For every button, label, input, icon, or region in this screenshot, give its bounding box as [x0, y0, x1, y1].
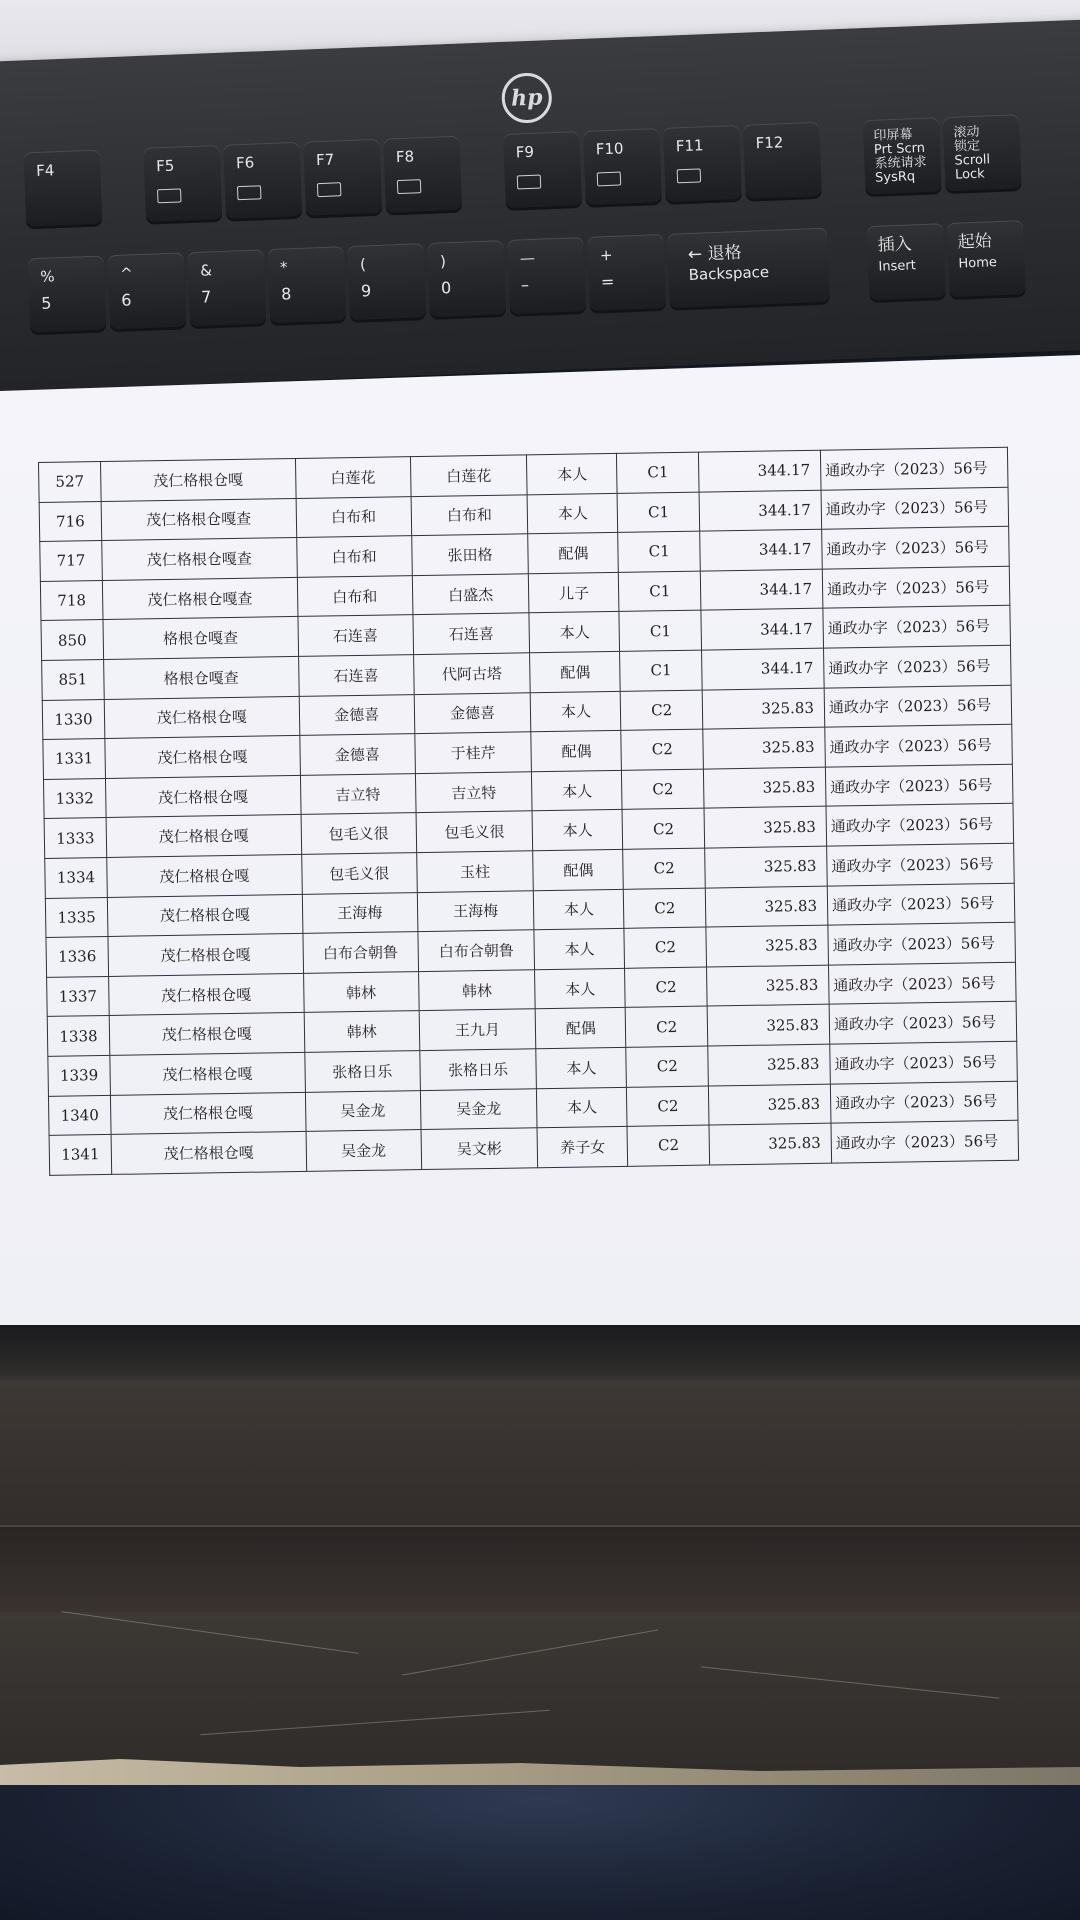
cell-member-name: 于桂芹	[414, 732, 531, 773]
cell-amount: 325.83	[709, 1084, 831, 1126]
cell-grade: C1	[620, 650, 702, 691]
key-equals: + =	[587, 234, 666, 311]
cell-place: 茂仁格根仓嘎	[109, 973, 304, 1016]
cell-place: 茂仁格根仓嘎	[108, 934, 303, 977]
cell-household-head: 白莲花	[295, 457, 410, 498]
cell-document-number: 通政办字（2023）56号	[823, 606, 1011, 649]
cell-place: 茂仁格根仓嘎查	[102, 577, 297, 620]
cell-grade: C2	[625, 967, 707, 1008]
cell-member-name: 王九月	[419, 1009, 536, 1050]
cell-member-name: 张田格	[411, 534, 528, 575]
cell-place: 茂仁格根仓嘎	[105, 736, 300, 779]
cell-household-head: 石连喜	[298, 615, 413, 656]
cell-household-head: 包毛义很	[301, 813, 416, 854]
cell-place: 茂仁格根仓嘎	[106, 815, 301, 858]
key-0: ) 0	[427, 240, 506, 317]
keyboard	[0, 19, 1080, 392]
key-9: ( 9	[347, 243, 426, 320]
cell-number: 1332	[43, 778, 106, 819]
cell-amount: 325.83	[704, 807, 826, 849]
cell-place: 茂仁格根仓嘎	[104, 696, 299, 739]
cell-document-number: 通政办字（2023）56号	[820, 447, 1008, 490]
key-6: ^ 6	[108, 252, 187, 329]
cell-household-head: 吴金龙	[305, 1090, 420, 1131]
cell-document-number: 通政办字（2023）56号	[824, 645, 1012, 688]
cell-grade: C2	[623, 848, 705, 889]
cell-place: 格根仓嘎查	[103, 617, 298, 660]
play-pause-icon	[237, 185, 262, 200]
cell-amount: 325.83	[705, 846, 827, 888]
cell-relation: 养子女	[537, 1126, 627, 1167]
cell-household-head: 金德喜	[300, 734, 415, 775]
key-print-screen: 印屏幕 Prt Scrn 系统请求 SysRq	[863, 117, 942, 194]
cell-number: 1339	[48, 1055, 111, 1096]
cell-amount: 344.17	[699, 450, 821, 492]
cell-member-name: 白布合朝鲁	[418, 930, 535, 971]
volume-down-icon	[597, 171, 622, 186]
cell-document-number: 通政办字（2023）56号	[827, 883, 1015, 926]
cell-number: 1331	[43, 739, 106, 780]
cell-grade: C2	[620, 690, 702, 731]
cell-member-name: 白盛杰	[412, 574, 529, 615]
cell-household-head: 白布和	[296, 536, 411, 577]
cell-relation: 本人	[534, 889, 624, 930]
cell-member-name: 白莲花	[410, 455, 527, 496]
key-f4: F4	[24, 149, 103, 226]
cell-place: 茂仁格根仓嘎	[110, 1052, 305, 1095]
cell-relation: 儿子	[529, 572, 619, 613]
cell-relation: 配偶	[530, 651, 620, 692]
cell-document-number: 通政办字（2023）56号	[822, 566, 1010, 609]
cell-number: 851	[42, 659, 105, 700]
cell-grade: C1	[617, 492, 699, 533]
cell-member-name: 玉柱	[416, 851, 533, 892]
cell-grade: C2	[622, 769, 704, 810]
cell-member-name: 石连喜	[413, 613, 530, 654]
cell-grade: C2	[624, 888, 706, 929]
key-f10: F10	[583, 128, 662, 205]
key-home: 起始 Home	[947, 220, 1026, 297]
cell-amount: 344.17	[702, 648, 824, 690]
cell-member-name: 韩林	[418, 969, 535, 1010]
cell-document-number: 通政办字（2023）56号	[824, 685, 1012, 728]
cell-grade: C1	[619, 610, 701, 651]
cell-number: 850	[41, 620, 104, 661]
key-5: % 5	[28, 255, 107, 332]
key-8: * 8	[267, 246, 346, 323]
cell-document-number: 通政办字（2023）56号	[821, 487, 1009, 530]
key-f7: F7	[303, 139, 382, 216]
stop-icon	[317, 182, 342, 197]
cell-grade: C2	[625, 1006, 707, 1047]
key-f12: F12	[743, 122, 822, 199]
volume-up-icon	[677, 168, 702, 183]
desk-edge	[0, 1325, 1080, 1385]
cell-amount: 325.83	[703, 727, 825, 769]
cell-document-number: 通政办字（2023）56号	[822, 526, 1010, 569]
cell-number: 717	[40, 541, 103, 582]
cell-document-number: 通政办字（2023）56号	[831, 1120, 1019, 1163]
cell-household-head: 吉立特	[300, 773, 415, 814]
cell-grade: C1	[618, 531, 700, 572]
cell-number: 527	[39, 462, 102, 503]
cell-document-number: 通政办字（2023）56号	[828, 922, 1016, 965]
cell-member-name: 王海梅	[417, 890, 534, 931]
cell-member-name: 吴金龙	[420, 1088, 537, 1129]
cell-place: 茂仁格根仓嘎	[110, 1092, 305, 1135]
key-f6: F6	[223, 142, 302, 219]
cell-grade: C2	[626, 1046, 708, 1087]
cell-relation: 配偶	[531, 731, 621, 772]
cell-amount: 325.83	[704, 767, 826, 809]
cell-household-head: 白布和	[297, 575, 412, 616]
cell-document-number: 通政办字（2023）56号	[829, 1002, 1017, 1045]
cell-household-head: 白布合朝鲁	[303, 932, 418, 973]
cell-document-number: 通政办字（2023）56号	[828, 962, 1016, 1005]
cell-household-head: 韩林	[304, 1011, 419, 1052]
cell-relation: 本人	[532, 770, 622, 811]
cell-document-number: 通政办字（2023）56号	[825, 764, 1013, 807]
cell-household-head: 金德喜	[299, 694, 414, 735]
cell-document-number: 通政办字（2023）56号	[830, 1041, 1018, 1084]
key-f8: F8	[383, 136, 462, 213]
cell-household-head: 吴金龙	[306, 1130, 421, 1171]
desk-surface	[0, 1380, 1080, 1530]
cell-member-name: 代阿古塔	[413, 653, 530, 694]
cell-grade: C2	[627, 1125, 709, 1166]
cell-number: 1336	[46, 937, 109, 978]
cell-number: 1341	[49, 1135, 112, 1176]
cell-household-head: 石连喜	[298, 655, 413, 696]
cell-relation: 配偶	[533, 849, 623, 890]
key-scroll-lock: 滚动 锁定 Scroll Lock	[943, 114, 1022, 191]
cell-place: 茂仁格根仓嘎	[100, 458, 295, 501]
cell-place: 茂仁格根仓嘎查	[101, 498, 296, 541]
cell-number: 1333	[44, 818, 107, 859]
cell-place: 茂仁格根仓嘎查	[102, 538, 297, 581]
cell-member-name: 吉立特	[415, 772, 532, 813]
cell-relation: 本人	[529, 612, 619, 653]
cell-amount: 344.17	[701, 609, 823, 651]
cell-amount: 325.83	[707, 1004, 829, 1046]
cell-number: 1340	[48, 1095, 111, 1136]
cell-grade: C2	[621, 729, 703, 770]
key-f11: F11	[663, 125, 742, 202]
table-body	[39, 447, 1019, 1175]
cell-amount: 325.83	[707, 965, 829, 1007]
key-backspace: ← 退格 Backspace	[667, 228, 830, 308]
cell-member-name: 金德喜	[414, 692, 531, 733]
cell-household-head: 包毛义很	[301, 853, 416, 894]
cell-amount: 344.17	[699, 490, 821, 532]
cell-number: 718	[40, 580, 103, 621]
jeans-fabric	[0, 1785, 1080, 1920]
cell-grade: C2	[627, 1086, 709, 1127]
cell-member-name: 吴文彬	[421, 1128, 538, 1169]
cell-relation: 本人	[528, 493, 618, 534]
cell-amount: 325.83	[702, 688, 824, 730]
cell-member-name: 张格日乐	[419, 1049, 536, 1090]
cell-document-number: 通政办字（2023）56号	[827, 843, 1015, 886]
previous-track-icon	[157, 188, 182, 203]
cell-number: 716	[39, 501, 102, 542]
cell-household-head: 王海梅	[302, 892, 417, 933]
cell-number: 1338	[47, 1016, 110, 1057]
cell-amount: 325.83	[706, 925, 828, 967]
subsidy-table	[38, 447, 1019, 1176]
cell-member-name: 白布和	[411, 494, 528, 535]
cell-relation: 本人	[536, 1047, 626, 1088]
cell-member-name: 包毛义很	[416, 811, 533, 852]
key-insert: 插入 Insert	[867, 223, 946, 300]
cell-grade: C1	[617, 452, 699, 493]
cell-grade: C2	[624, 927, 706, 968]
cell-relation: 本人	[534, 928, 624, 969]
cell-relation: 本人	[527, 453, 617, 494]
cell-grade: C1	[619, 571, 701, 612]
cell-place: 茂仁格根仓嘎	[111, 1131, 306, 1174]
cell-place: 格根仓嘎查	[104, 656, 299, 699]
cell-relation: 配偶	[536, 1008, 626, 1049]
key-f9: F9	[503, 131, 582, 208]
cell-document-number: 通政办字（2023）56号	[825, 724, 1013, 767]
key-minus: — –	[507, 237, 586, 314]
cell-relation: 配偶	[528, 533, 618, 574]
desk-lip	[0, 1525, 1080, 1617]
cell-amount: 325.83	[709, 1123, 831, 1165]
key-7: & 7	[187, 249, 266, 326]
cell-relation: 本人	[532, 810, 622, 851]
mute-icon	[517, 175, 542, 190]
cell-document-number: 通政办字（2023）56号	[826, 804, 1014, 847]
cell-household-head: 白布和	[296, 496, 411, 537]
cell-number: 1334	[45, 857, 108, 898]
desk-front	[0, 1612, 1080, 1787]
cell-amount: 344.17	[700, 569, 822, 611]
cell-household-head: 张格日乐	[304, 1050, 419, 1091]
cell-relation: 本人	[537, 1087, 627, 1128]
next-track-icon	[397, 179, 422, 194]
cell-place: 茂仁格根仓嘎	[105, 775, 300, 818]
key-f5: F5	[143, 145, 222, 222]
cell-grade: C2	[622, 808, 704, 849]
cell-amount: 344.17	[700, 529, 822, 571]
cell-number: 1330	[42, 699, 105, 740]
cell-household-head: 韩林	[303, 971, 418, 1012]
cell-document-number: 通政办字（2023）56号	[830, 1081, 1018, 1124]
cell-place: 茂仁格根仓嘎	[109, 1013, 304, 1056]
cell-relation: 本人	[531, 691, 621, 732]
cell-amount: 325.83	[708, 1044, 830, 1086]
cell-place: 茂仁格根仓嘎	[107, 854, 302, 897]
cell-number: 1337	[47, 976, 110, 1017]
cell-place: 茂仁格根仓嘎	[107, 894, 302, 937]
cell-relation: 本人	[535, 968, 625, 1009]
hp-logo: hp	[501, 72, 553, 124]
cell-amount: 325.83	[705, 886, 827, 928]
cell-number: 1335	[45, 897, 108, 938]
